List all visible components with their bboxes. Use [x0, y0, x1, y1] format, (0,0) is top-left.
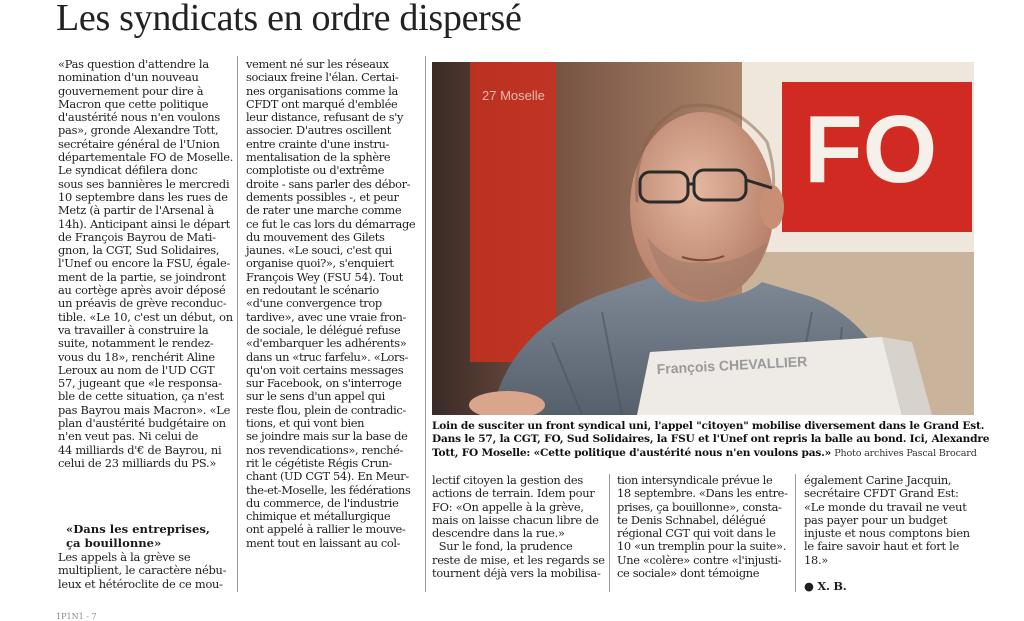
column-rule [609, 474, 610, 592]
page-footer: 1P1N1 - 7 [56, 612, 97, 621]
fo-logo-text: FO [804, 96, 938, 203]
column-rule [237, 56, 238, 592]
article-subhead: «Dans les entreprises, ça bouillonne» [66, 522, 210, 550]
banner-text: 27 Moselle [482, 88, 545, 103]
photo-credit: Photo archives Pascal Brocard [834, 447, 977, 459]
nameplate-text: François CHEVALLIER [656, 353, 808, 377]
article-signoff: ● X. B. [804, 579, 847, 593]
article-column-4: tion intersyndicale prévue le 18 septembre. «Dans les entre- prises, ça bouillonne», consta- te Denis Schnabel, délégué régional CGT qui voit dans le 10 «un tremplin pour la suite». Une «colère» contre «l'injusti- ce sociale» dont témoigne [617, 473, 788, 581]
photo-caption [432, 420, 990, 460]
article-photo [432, 62, 974, 415]
caption-line-1: Loin de susciter un front syndical uni, l'appel "citoyen" mobilise diversement dans le Grand Est. [432, 420, 985, 432]
article-column-2: vement né sur les réseaux sociaux freine l'élan. Certai- nes organisations comme la CFDT ont marqué d'emblée leur distance, refusant de s'y associer. D'autres oscillent entre crainte d'une instru- mentalisation de la sphère complotiste ou d'extrême droite - sans parler des débor- dements possibles -, et peur de rater une marche comme ce fut le cas lors du démarrage du mouvement des Gilets jaunes. «Le souci, c'est qui organise quoi?», s'enquiert François Wey (FSU 54). Tout en redoutant le scénario «d'une convergence trop tardive», avec une vraie fron- de sociale, le délégué refuse «d'embarquer les adhérents» dans un «truc farfelu». «Lors- qu'on voit certains messages sur Facebook, on s'interroge sur le sens d'un appel qui reste flou, plein de contradic- tions, et qui vont bien se joindre mais sur la base de nos revendications», renché- rit le cégétiste Régis Crun- chant (UD CGT 54). En Meur- the-et-Moselle, les fédérations du commerce, de l'industrie chimique et métallurgique ont appelé à rallier le mouve- ment tout en laissant au col- [246, 57, 416, 550]
caption-line-2: Dans le 57, la CGT, FO, Sud Solidaires, la FSU et l'Unef ont repris la balle au bond. Ici, Alexandre [432, 433, 990, 446]
article-column-1: «Pas question d'attendre la nomination d'un nouveau gouvernement pour dire à Macron que cette politique d'austérité nous n'en voulons pas», gronde Alexandre Tott, secrétaire général de l'Union départementale FO de Moselle. Le syndicat défilera donc sous ses bannières le mercredi 10 septembre dans les rues de Metz (à partir de l'Arsenal à 14h). Anticipant ainsi le départ de François Bayrou de Mati- gnon, la CGT, Sud Solidaires, l'Unef ou encore la FSU, égale- ment de la partie, se joindront au cortège après avoir déposé un préavis de grève reconduc- tible. «Le 10, c'est un début, on va travailler à construire la suite, notamment le rendez- vous du 18», renchérit Aline Leroux au nom de l'UD CGT 57, jugeant que «le responsa- ble de cette situation, ça n'est pas Bayrou mais Macron». «Le plan d'austérité budgétaire on n'en veut pas. Ni celui de 44 milliards d'€ de Bayrou, ni celui de 23 milliards du PS.» [58, 57, 234, 470]
article-column-5: également Carine Jacquin, secrétaire CFDT Grand Est: «Le monde du travail ne veut pas payer pour un budget injuste et nous comptons bien le faire savoir haut et fort le 18.» [804, 473, 970, 567]
article-column-3: lectif citoyen la gestion des actions de terrain. Idem pour FO: «On appelle à la grève, mais on laisse chacun libre de descendre dans la rue.» Sur le fond, la prudence reste de mise, et les regards se tournent déjà vers la mobilisa- [432, 473, 605, 581]
column-rule [425, 56, 426, 592]
article-headline: Les syndicats en ordre dispersé [56, 0, 522, 39]
column-rule [795, 474, 796, 592]
article-column-1-end: Les appels à la grève se multiplient, le caractère nébu- leux et hétéroclite de ce mou- [58, 550, 227, 591]
caption-line-3: Tott, FO Moselle: «Cette politique d'austérité nous n'en voulons pas.» [432, 446, 832, 459]
